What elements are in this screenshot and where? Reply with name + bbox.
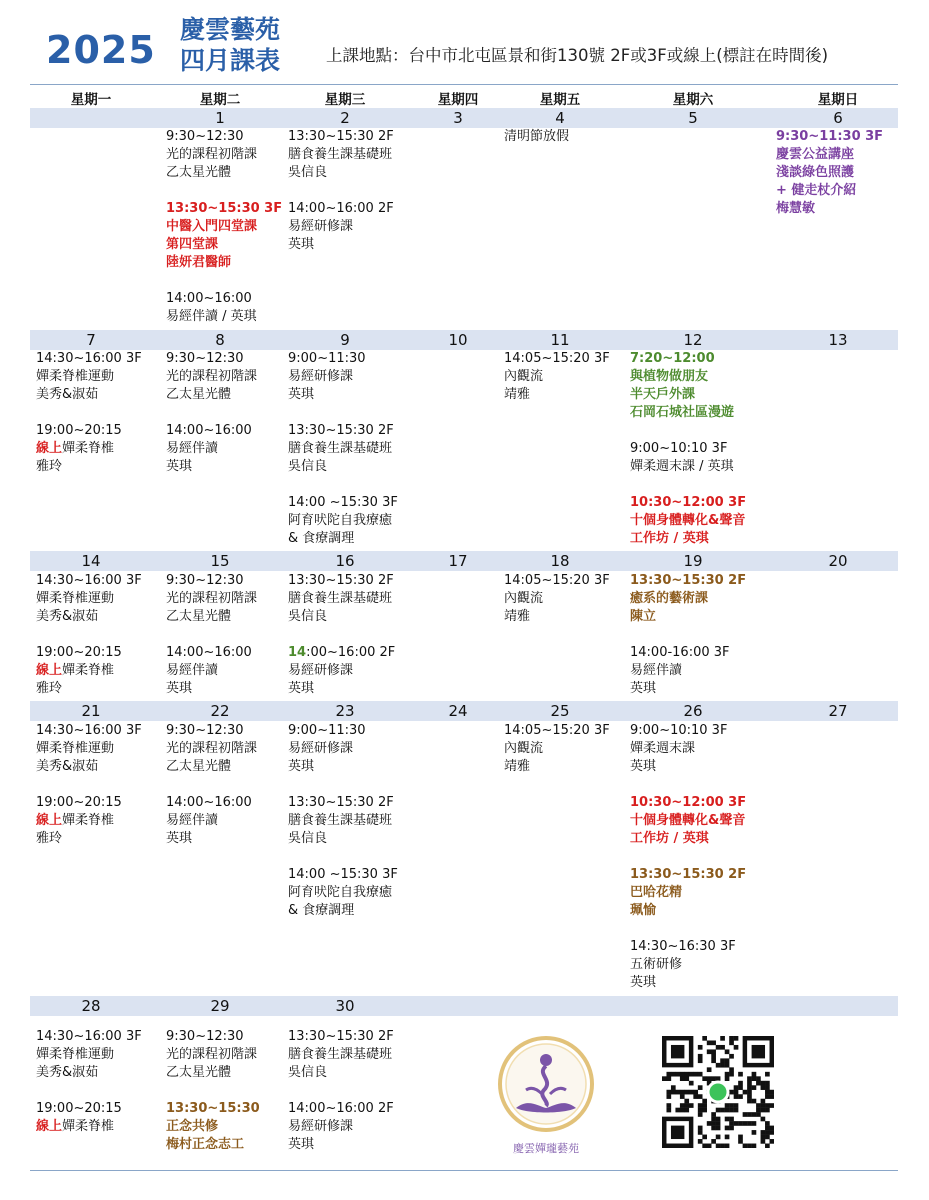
- event-line: 英琪: [288, 759, 315, 774]
- event-line: 線上嬋柔脊椎: [36, 663, 115, 678]
- date-number: 14: [81, 552, 101, 570]
- event-line: 13:30~15:30 3F: [166, 201, 283, 216]
- class-event: [166, 1028, 260, 1082]
- class-event: [630, 572, 746, 626]
- top-divider: [30, 84, 898, 85]
- weekday-header: 星期日: [817, 92, 859, 108]
- event-line: 嬋柔週末課: [630, 741, 696, 756]
- event-line: 膳食養生課基礎班: [288, 1047, 393, 1062]
- class-event: [288, 494, 398, 548]
- event-line: 19:00~20:15: [36, 423, 122, 438]
- day-cell: [288, 722, 398, 938]
- event-line: 膳食養生課基礎班: [288, 591, 393, 606]
- event-line: 吳信良: [288, 165, 328, 180]
- event-line: 陸妍君醫師: [166, 255, 232, 270]
- date-number: 12: [683, 331, 703, 349]
- event-line: 嬋柔脊椎運動: [36, 369, 115, 384]
- date-number: 26: [683, 702, 703, 720]
- location-text: 上課地點：台中市北屯區景和街130號 2F或3F或線上(標註在時間後): [326, 46, 829, 65]
- event-line: 乙太星光體: [166, 759, 232, 774]
- event-line: 14:00~16:00: [166, 795, 252, 810]
- event-line: 美秀&淑茹: [36, 759, 99, 774]
- day-cell: [288, 128, 394, 272]
- event-line: 14:00~16:00 2F: [288, 201, 394, 216]
- event-line: 9:30~12:30: [166, 1029, 244, 1044]
- event-line: 19:00~20:15: [36, 1101, 122, 1116]
- date-band: [30, 996, 898, 1016]
- event-line: 嬋柔脊椎運動: [36, 591, 115, 606]
- event-line: 中醫入門四堂課: [166, 219, 258, 234]
- event-line: & 食療調理: [288, 531, 355, 546]
- event-line: 英琪: [288, 387, 315, 402]
- event-line: 吳信良: [288, 1065, 328, 1080]
- date-number: 25: [550, 702, 570, 720]
- event-line: 14:00~16:00: [166, 645, 252, 660]
- class-event: [166, 1100, 260, 1154]
- class-event: [36, 722, 142, 776]
- event-line: 陳立: [630, 609, 657, 624]
- event-line: 14:05~15:20 3F: [504, 351, 610, 366]
- event-line: 雅玲: [36, 831, 63, 846]
- event-line: 阿育吠陀自我療癒: [288, 513, 393, 528]
- class-event: [166, 422, 257, 476]
- event-line: 英琪: [166, 681, 193, 696]
- event-line: 易經研修課: [288, 219, 354, 234]
- event-line: 巴哈花精: [630, 885, 683, 900]
- event-line: 光的課程初階課: [166, 369, 258, 384]
- class-event: [166, 644, 257, 698]
- class-event: [288, 1100, 394, 1154]
- date-number: 2: [340, 109, 350, 127]
- event-line: 易經伴讀: [166, 813, 219, 828]
- event-line: 13:30~15:30 2F: [288, 795, 394, 810]
- day-cell: [166, 1028, 260, 1172]
- event-line: 易經伴讀: [166, 441, 219, 456]
- event-line: 與植物做朋友: [630, 369, 709, 384]
- event-line: 清明節放假: [504, 129, 570, 144]
- event-line: 9:30~12:30: [166, 129, 244, 144]
- event-line: 乙太星光體: [166, 1065, 232, 1080]
- event-line: 9:30~12:30: [166, 723, 244, 738]
- event-line: 14:30~16:00 3F: [36, 723, 142, 738]
- class-event: [36, 1028, 142, 1082]
- day-cell: [288, 1028, 394, 1172]
- event-line: 13:30~15:30 2F: [630, 573, 747, 588]
- date-number: 20: [828, 552, 848, 570]
- day-cell: [166, 350, 257, 494]
- day-cell: [776, 128, 883, 236]
- date-number: 11: [550, 331, 570, 349]
- event-line: 13:30~15:30 2F: [288, 573, 394, 588]
- class-event: [504, 572, 610, 626]
- class-event: [166, 350, 257, 404]
- event-line: 癒系的藝術課: [630, 591, 709, 606]
- day-cell: [504, 572, 610, 644]
- class-event: [166, 200, 282, 272]
- event-line: 半天戶外課: [630, 387, 696, 402]
- date-number: 23: [335, 702, 355, 720]
- date-number: 29: [210, 997, 230, 1015]
- event-line: 線上嬋柔脊椎: [36, 1119, 115, 1134]
- event-line: 易經研修課: [288, 369, 354, 384]
- date-number: 15: [210, 552, 230, 570]
- event-line: 9:00~11:30: [288, 723, 366, 738]
- weekday-header: 星期三: [324, 92, 366, 108]
- event-line: 19:00~20:15: [36, 645, 122, 660]
- event-line: 英琪: [630, 681, 657, 696]
- event-line: 珮愉: [630, 903, 657, 918]
- event-line: 石岡石城社區漫遊: [630, 405, 735, 420]
- event-line: 14:30~16:00 3F: [36, 351, 142, 366]
- date-number: 8: [215, 331, 225, 349]
- class-event: [36, 1100, 142, 1136]
- class-event: [630, 494, 746, 548]
- event-line: 英琪: [630, 759, 657, 774]
- date-number: 13: [828, 331, 848, 349]
- class-event: [288, 572, 395, 626]
- event-line: 14:30~16:00 3F: [36, 573, 142, 588]
- class-event: [166, 572, 257, 626]
- class-event: [630, 938, 746, 992]
- day-cell: [504, 350, 610, 422]
- event-line: 阿育吠陀自我療癒: [288, 885, 393, 900]
- event-line: 易經研修課: [288, 663, 354, 678]
- date-number: 3: [453, 109, 463, 127]
- date-number: 27: [828, 702, 848, 720]
- weekday-header: 星期五: [539, 92, 581, 108]
- event-line: 吳信良: [288, 459, 328, 474]
- event-line: 14:00 ~15:30 3F: [288, 495, 398, 510]
- event-line: 英琪: [166, 831, 193, 846]
- event-line: 嬋柔脊椎運動: [36, 741, 115, 756]
- event-line: 美秀&淑茹: [36, 387, 99, 402]
- event-line: 正念共修: [166, 1119, 219, 1134]
- class-event: [288, 794, 398, 848]
- event-line: 內觀流: [504, 591, 544, 606]
- event-line: 易經伴讀: [166, 663, 219, 678]
- event-line: 雅玲: [36, 681, 63, 696]
- class-event: [36, 794, 142, 848]
- date-number: 4: [555, 109, 565, 127]
- event-line: 9:00~10:10 3F: [630, 723, 728, 738]
- meditation-lotus-logo: [494, 1032, 598, 1160]
- class-event: [630, 866, 746, 920]
- event-line: 膳食養生課基礎班: [288, 147, 393, 162]
- event-line: 14:00~16:00: [166, 291, 252, 306]
- event-line: 14:30~16:00 3F: [36, 1029, 142, 1044]
- class-event: [288, 350, 398, 404]
- event-line: 靖雅: [504, 387, 531, 402]
- class-event: [630, 644, 746, 698]
- day-cell: [630, 722, 746, 1010]
- event-line: 嬋柔週末課 / 英琪: [630, 459, 734, 474]
- date-number: 24: [448, 702, 468, 720]
- event-line: 工作坊 / 英琪: [630, 831, 709, 846]
- event-line: 膳食養生課基礎班: [288, 813, 393, 828]
- event-line: 13:30~15:30 2F: [630, 867, 747, 882]
- event-line: 13:30~15:30 2F: [288, 1029, 394, 1044]
- event-line: 梅慧敏: [776, 201, 816, 216]
- date-number: 16: [335, 552, 355, 570]
- day-cell: [288, 350, 398, 566]
- class-event: [288, 422, 398, 476]
- class-event: [288, 644, 395, 698]
- event-line: 14:00~16:00: [166, 423, 252, 438]
- day-cell: [166, 128, 282, 344]
- event-line: 內觀流: [504, 741, 544, 756]
- qr-code-icon[interactable]: [662, 1036, 774, 1148]
- class-event: [36, 644, 142, 698]
- class-event: [288, 722, 398, 776]
- class-event: [36, 422, 142, 476]
- event-line: & 食療調理: [288, 903, 355, 918]
- org-name: 慶雲藝苑: [180, 15, 281, 44]
- class-event: [288, 1028, 394, 1082]
- event-line: 10:30~12:00 3F: [630, 795, 747, 810]
- class-event: [36, 572, 142, 626]
- event-line: 慶雲公益講座: [776, 147, 855, 162]
- event-line: 乙太星光體: [166, 387, 232, 402]
- event-line: 光的課程初階課: [166, 741, 258, 756]
- event-line: 吳信良: [288, 831, 328, 846]
- event-line: 靖雅: [504, 609, 531, 624]
- event-line: 9:30~11:30 3F: [776, 129, 884, 144]
- event-line: 易經研修課: [288, 1119, 354, 1134]
- event-line: 14:00 ~15:30 3F: [288, 867, 398, 882]
- event-line: 13:30~15:30 2F: [288, 423, 394, 438]
- date-number: 9: [340, 331, 350, 349]
- year-title: 2025: [46, 28, 156, 72]
- event-line: 易經伴讀 / 英琪: [166, 309, 257, 324]
- event-line: + 健走杖介紹: [776, 183, 857, 198]
- day-cell: [36, 1028, 142, 1154]
- event-line: 十個身體轉化&聲音: [630, 813, 746, 828]
- day-cell: [36, 722, 142, 866]
- class-event: [166, 290, 282, 326]
- event-line: 乙太星光體: [166, 609, 232, 624]
- class-event: [630, 350, 746, 422]
- class-event: [288, 200, 394, 254]
- day-cell: [36, 572, 142, 716]
- event-line: 9:00~11:30: [288, 351, 366, 366]
- date-number: 28: [81, 997, 101, 1015]
- event-line: 14:05~15:20 3F: [504, 573, 610, 588]
- event-line: 英琪: [288, 681, 315, 696]
- date-number: 30: [335, 997, 355, 1015]
- event-line: 7:20~12:00: [630, 351, 715, 366]
- day-cell: [288, 572, 395, 716]
- event-line: 乙太星光體: [166, 165, 232, 180]
- event-line: 膳食養生課基礎班: [288, 441, 393, 456]
- event-line: 吳信良: [288, 609, 328, 624]
- event-line: 線上嬋柔脊椎: [36, 441, 115, 456]
- event-line: 美秀&淑茹: [36, 1065, 99, 1080]
- org-title: [180, 14, 280, 76]
- class-event: [504, 350, 610, 404]
- weekday-header: 星期四: [437, 92, 479, 108]
- event-line: 英琪: [288, 237, 315, 252]
- day-cell: [166, 722, 257, 866]
- event-line: 易經研修課: [288, 741, 354, 756]
- event-line: 英琪: [630, 975, 657, 990]
- event-line: 英琪: [288, 1137, 315, 1152]
- event-line: 10:30~12:00 3F: [630, 495, 747, 510]
- weekday-header: 星期二: [199, 92, 241, 108]
- class-event: [166, 794, 257, 848]
- date-number: 17: [448, 552, 468, 570]
- day-cell: [504, 128, 569, 164]
- date-number: 7: [86, 331, 96, 349]
- event-line: 14:05~15:20 3F: [504, 723, 610, 738]
- event-line: 靖雅: [504, 759, 531, 774]
- event-line: 梅村正念志工: [166, 1137, 245, 1152]
- day-cell: [504, 722, 610, 794]
- event-line: 19:00~20:15: [36, 795, 122, 810]
- date-number: 5: [688, 109, 698, 127]
- event-line: 五術研修: [630, 957, 683, 972]
- event-line: 雅玲: [36, 459, 63, 474]
- event-line: 9:00~10:10 3F: [630, 441, 728, 456]
- class-event: [630, 794, 746, 848]
- event-line: 美秀&淑茹: [36, 609, 99, 624]
- class-event: [504, 128, 569, 146]
- class-event: [288, 866, 398, 920]
- class-event: [504, 722, 610, 776]
- event-line: 13:30~15:30: [166, 1101, 260, 1116]
- event-line: 9:30~12:30: [166, 351, 244, 366]
- event-line: 光的課程初階課: [166, 147, 258, 162]
- class-event: [630, 722, 746, 776]
- event-line: 內觀流: [504, 369, 544, 384]
- event-line: 14:30~16:30 3F: [630, 939, 736, 954]
- event-line: 14:00-16:00 3F: [630, 645, 730, 660]
- class-event: [166, 722, 257, 776]
- day-cell: [630, 350, 746, 566]
- date-number: 18: [550, 552, 570, 570]
- date-number: 21: [81, 702, 101, 720]
- class-event: [288, 128, 394, 182]
- event-line: 9:30~12:30: [166, 573, 244, 588]
- date-number: 1: [215, 109, 225, 127]
- weekday-header: 星期一: [70, 92, 112, 108]
- class-event: [630, 440, 746, 476]
- date-number: 10: [448, 331, 468, 349]
- event-line: 嬋柔脊椎運動: [36, 1047, 115, 1062]
- date-number: 19: [683, 552, 703, 570]
- event-line: 工作坊 / 英琪: [630, 531, 709, 546]
- event-line: 光的課程初階課: [166, 591, 258, 606]
- class-event: [166, 128, 282, 182]
- event-line: 線上嬋柔脊椎: [36, 813, 115, 828]
- day-cell: [36, 350, 142, 494]
- class-event: [776, 128, 883, 218]
- bottom-divider: [30, 1170, 898, 1171]
- event-line: 14:00~16:00 2F: [288, 645, 396, 660]
- day-cell: [630, 572, 746, 716]
- event-line: 易經伴讀: [630, 663, 683, 678]
- event-line: 英琪: [166, 459, 193, 474]
- date-number: 22: [210, 702, 230, 720]
- day-cell: [166, 572, 257, 716]
- event-line: 光的課程初階課: [166, 1047, 258, 1062]
- event-line: 淺談綠色照護: [776, 165, 855, 180]
- weekday-header: 星期六: [672, 92, 714, 108]
- class-event: [36, 350, 142, 404]
- event-line: 13:30~15:30 2F: [288, 129, 394, 144]
- schedule-title: 四月課表: [180, 46, 281, 75]
- event-line: 14:00~16:00 2F: [288, 1101, 394, 1116]
- logo-text: 慶雲嬋瓏藝苑: [513, 1142, 579, 1155]
- event-line: 第四堂課: [166, 237, 219, 252]
- date-number: 6: [833, 109, 843, 127]
- event-line: 十個身體轉化&聲音: [630, 513, 746, 528]
